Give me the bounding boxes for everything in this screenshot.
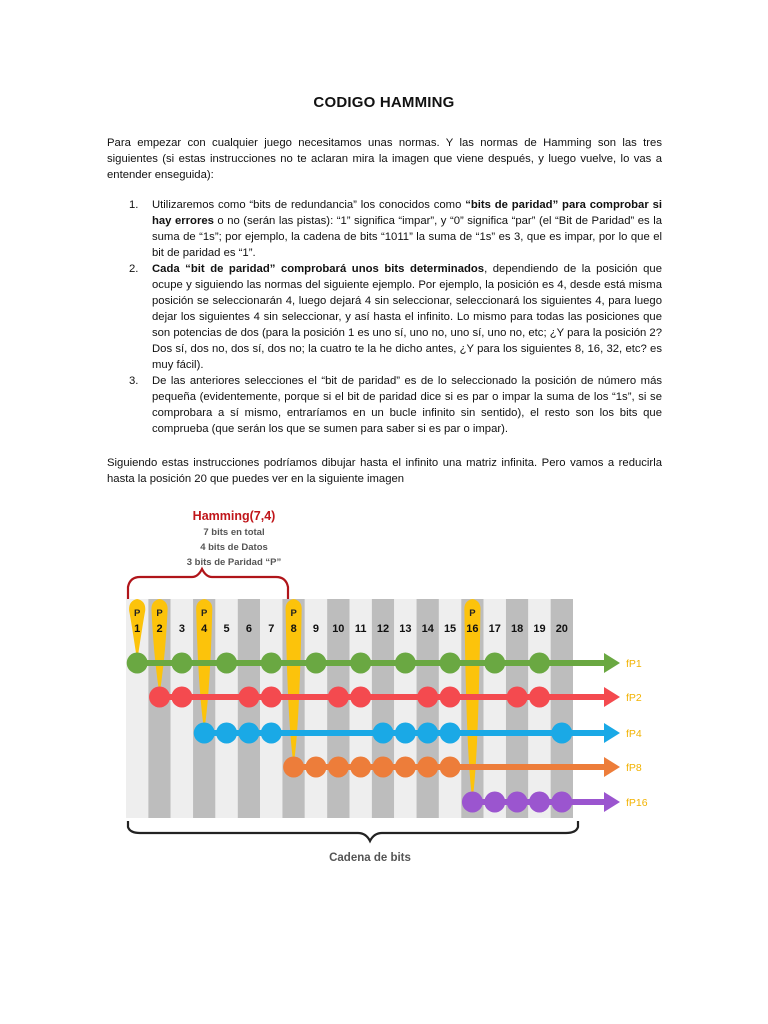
- rule-item: [107, 373, 662, 437]
- covered-bit-dot: [440, 653, 461, 674]
- covered-bit-dot: [238, 723, 259, 744]
- hamming-title: Hamming(7,4): [192, 509, 276, 523]
- hamming-figure: [118, 503, 648, 873]
- hamming-subtitle: 3 bits de Paridad “P”: [186, 557, 282, 568]
- covered-bit-dot: [484, 653, 505, 674]
- covered-bit-dot: [440, 723, 461, 744]
- row-label: fP1: [626, 658, 642, 670]
- bit-position-number: 20: [555, 623, 568, 635]
- covered-bit-dot: [261, 723, 282, 744]
- bit-position-number: 13: [399, 623, 412, 635]
- covered-bit-dot: [373, 723, 394, 744]
- bit-position-number: 6: [245, 623, 252, 635]
- covered-bit-dot: [127, 653, 148, 674]
- covered-bit-dot: [395, 653, 416, 674]
- covered-bit-dot: [216, 723, 237, 744]
- row-label: fP2: [626, 692, 642, 704]
- covered-bit-dot: [417, 687, 438, 708]
- row-arrow: [604, 792, 620, 812]
- bit-position-number: 18: [511, 623, 524, 635]
- bit-position-number: 12: [376, 623, 390, 635]
- covered-bit-dot: [328, 687, 349, 708]
- covered-bit-dot: [305, 757, 326, 778]
- covered-bit-dot: [507, 687, 528, 708]
- covered-bit-dot: [551, 792, 572, 813]
- hamming-subtitle: 7 bits en total: [203, 527, 265, 538]
- covered-bit-dot: [395, 757, 416, 778]
- covered-bit-dot: [417, 723, 438, 744]
- bit-position-number: 5: [223, 623, 230, 635]
- figure-footer: Cadena de bits: [329, 852, 411, 864]
- outro-paragraph: Siguiendo estas instrucciones podríamos dibujar hasta el infinito una matriz infinita. Pero vamos a reducirla hasta la posición 20 que puedes ver en la siguiente imagen: [107, 457, 662, 485]
- rules-list: [107, 197, 662, 437]
- bit-position-number: 19: [533, 623, 546, 635]
- rule-text-bold: Cada “bit de paridad” comprobará unos bits determinados: [152, 263, 485, 275]
- covered-bit-dot: [305, 653, 326, 674]
- row-arrow: [604, 723, 620, 743]
- bit-position-number: 4: [201, 623, 208, 635]
- covered-bit-dot: [328, 757, 349, 778]
- rule-number: 1.: [129, 199, 139, 211]
- bit-position-number: 16: [466, 623, 479, 635]
- covered-bit-dot: [551, 723, 572, 744]
- rule-text: Utilizaremos como “bits de redundancia” los conocidos como: [152, 199, 466, 211]
- covered-bit-dot: [395, 723, 416, 744]
- covered-bit-dot: [149, 687, 170, 708]
- bit-position-number: 3: [178, 623, 185, 635]
- bit-position-number: 14: [421, 623, 434, 635]
- bit-position-number: 17: [488, 623, 501, 635]
- covered-bit-dot: [171, 653, 192, 674]
- covered-bit-dot: [261, 653, 282, 674]
- row-label: fP8: [626, 762, 642, 774]
- bottom-bracket: [128, 821, 578, 841]
- rule-text-bold: “bits de paridad” para comprobar si hay errores: [152, 199, 662, 227]
- covered-bit-dot: [484, 792, 505, 813]
- bit-position-number: 10: [332, 623, 345, 635]
- rule-item: [107, 197, 662, 261]
- parity-marker-label: P: [134, 608, 141, 619]
- covered-bit-dot: [238, 687, 259, 708]
- rule-text: o no (serán las pistas): “1” significa “impar”, y “0” significa “par” (el “Bit de Paridad” es la suma de “1s”; por ejemplo, la cadena de bits “1011” la suma de “1s” es 3, que es impar, por lo que el bit de paridad es “1”.: [152, 215, 662, 259]
- bit-position-number: 9: [312, 623, 320, 635]
- covered-bit-dot: [529, 653, 550, 674]
- row-label: fP4: [626, 728, 642, 740]
- covered-bit-dot: [507, 792, 528, 813]
- bit-position-number: 2: [156, 623, 163, 635]
- parity-marker-label: P: [156, 608, 163, 619]
- row-arrow: [604, 653, 620, 673]
- row-arrow: [604, 757, 620, 777]
- rule-item: [107, 261, 662, 373]
- covered-bit-dot: [417, 757, 438, 778]
- covered-bit-dot: [261, 687, 282, 708]
- rule-number: 2.: [129, 263, 139, 275]
- row-arrow: [604, 687, 620, 707]
- covered-bit-dot: [171, 687, 192, 708]
- covered-bit-dot: [350, 653, 371, 674]
- bit-position-number: 1: [134, 623, 141, 635]
- rule-number: 3.: [129, 375, 139, 387]
- parity-marker-label: P: [290, 608, 297, 619]
- page-title: CODIGO HAMMING: [313, 94, 455, 111]
- covered-bit-dot: [283, 757, 304, 778]
- covered-bit-dot: [350, 687, 371, 708]
- covered-bit-dot: [373, 757, 394, 778]
- rule-text: , dependiendo de la posición que ocupe y siguiendo las normas del siguiente ejemplo. Por ejemplo, la posición es 4, desde está misma posición se seleccionarán 4, luego dejará 4 sin seleccionar, seleccionará los siguientes 4, para luego dejar los siguientes 4 sin seleccionar, y así hasta el infinito. Lo mismo para todas las posiciones que son potencias de dos (para la posición 1 es uno sí, uno no, uno sí, uno no, etc; ¿Y para la posición 2? Dos sí, dos no, dos sí, dos no; la cuatro te la he dicho antes, ¿Y para los siguientes 8, 16, 32, etc? es muy fácil).: [152, 263, 662, 371]
- hamming-diagram: [118, 503, 648, 873]
- covered-bit-dot: [440, 687, 461, 708]
- parity-marker-label: P: [469, 608, 476, 619]
- parity-marker-label: P: [201, 608, 208, 619]
- hamming-bracket: [128, 569, 288, 599]
- bit-position-number: 11: [354, 623, 367, 635]
- covered-bit-dot: [529, 792, 550, 813]
- covered-bit-dot: [216, 653, 237, 674]
- rule-text: De las anteriores selecciones el “bit de paridad” es de lo seleccionado la posición de número más pequeña (evidentemente, porque si el bit de paridad dice si es par o impar la suma de los “1s”, si se comprobara a sí mismo, entraríamos en un bucle infinito sin sentido), el resto son los bits que comprueba (que serán los que se sumen para saber si es par o impar).: [152, 375, 662, 435]
- covered-bit-dot: [462, 792, 483, 813]
- covered-bit-dot: [350, 757, 371, 778]
- row-label: fP16: [626, 797, 648, 809]
- bit-position-number: 8: [290, 623, 297, 635]
- covered-bit-dot: [440, 757, 461, 778]
- covered-bit-dot: [194, 723, 215, 744]
- covered-bit-dot: [529, 687, 550, 708]
- bit-position-number: 15: [443, 623, 457, 635]
- intro-paragraph: Para empezar con cualquier juego necesitamos unas normas. Y las normas de Hamming son las tres siguientes (si estas instrucciones no te aclaran mira la imagen que viene después, y luego vuelve, lo vas a entender enseguida):: [107, 137, 662, 181]
- bit-position-number: 7: [268, 623, 275, 635]
- hamming-subtitle: 4 bits de Datos: [200, 542, 268, 553]
